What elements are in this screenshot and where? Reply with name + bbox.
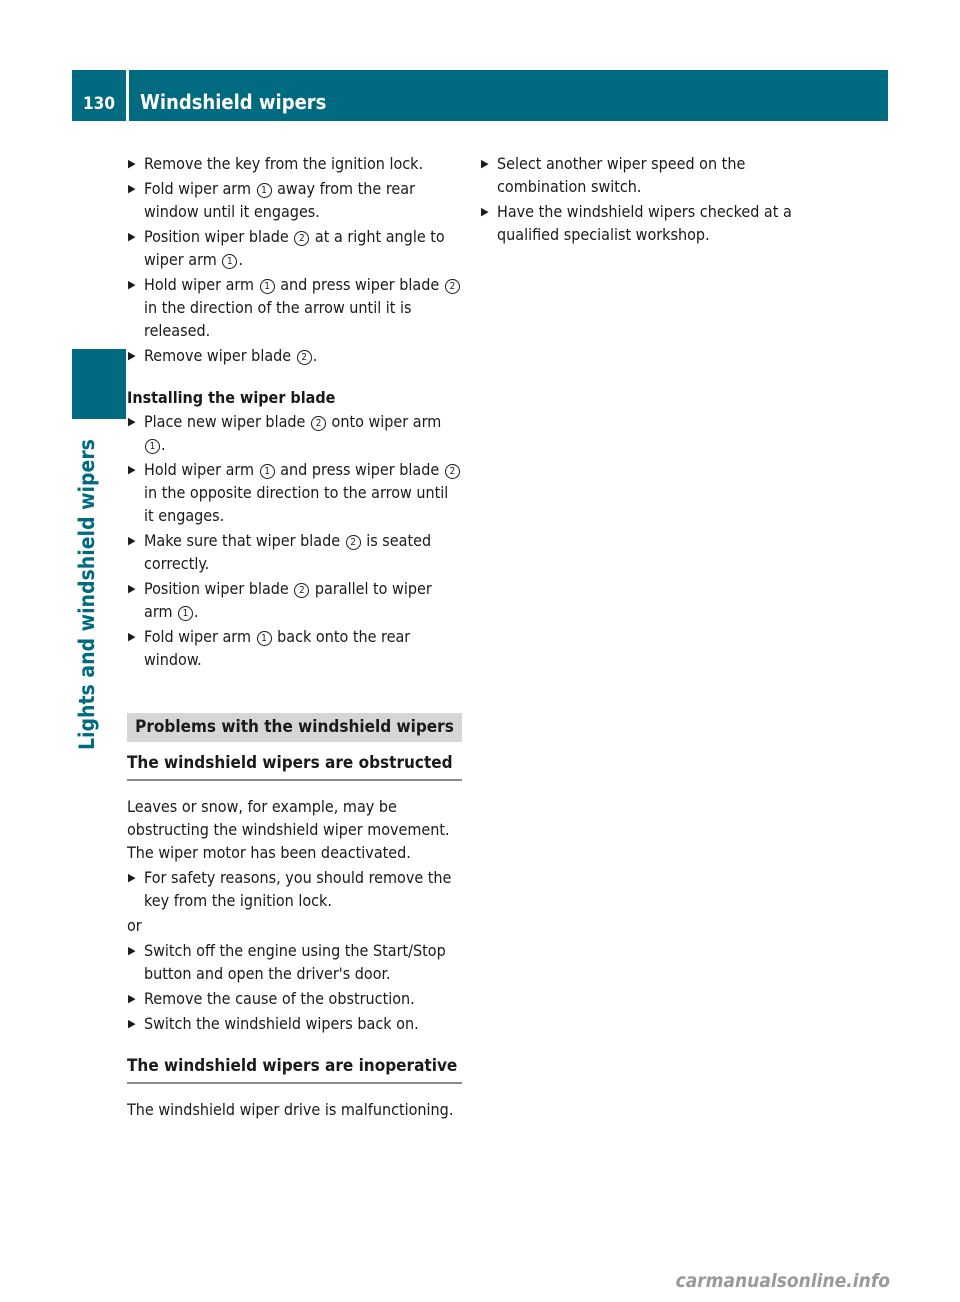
arrow-right-icon: ▶ bbox=[128, 534, 136, 547]
callout-number-icon: 1 bbox=[257, 183, 272, 198]
callout-number-icon: 2 bbox=[445, 279, 460, 294]
obstructed-text: Leaves or snow, for example, may be obstructing the windshield wiper movement. The wiper motor has been deactivated. bbox=[127, 797, 450, 862]
arrow-right-icon: ▶ bbox=[128, 278, 136, 291]
right-column bbox=[480, 152, 810, 248]
arrow-right-icon: ▶ bbox=[128, 871, 136, 884]
list-item: ▶ Remove wiper blade 2 . bbox=[128, 346, 318, 365]
arrow-right-icon: ▶ bbox=[128, 463, 136, 476]
list-item: ▶ Hold wiper arm 1 and press wiper blade 2 in the opposite direction to the arrow until it engages. bbox=[127, 458, 462, 527]
arrow-right-icon: ▶ bbox=[481, 157, 489, 170]
list-item: ▶ Hold wiper arm 1 and press wiper blade 2 in the direction of the arrow until it is released. bbox=[127, 273, 462, 342]
obstructed-title: The windshield wipers are obstructed bbox=[127, 752, 462, 781]
sidebar-tab bbox=[72, 349, 126, 419]
callout-number-icon: 1 bbox=[222, 254, 237, 269]
installing-heading: Installing the wiper blade bbox=[127, 388, 336, 407]
list-item: ▶ Switch off the engine using the Start/Stop button and open the driver's door. bbox=[128, 941, 446, 983]
watermark: carmanualsonline.info bbox=[675, 1270, 890, 1292]
arrow-right-icon: ▶ bbox=[128, 349, 136, 362]
list-item: ▶ Have the windshield wipers checked at a qualified specialist workshop. bbox=[481, 202, 792, 244]
arrow-right-icon: ▶ bbox=[128, 582, 136, 595]
callout-number-icon: 2 bbox=[297, 350, 312, 365]
callout-number-icon: 2 bbox=[294, 583, 309, 598]
list-item: ▶ Position wiper blade 2 parallel to wiper arm 1 . bbox=[128, 579, 432, 621]
arrow-right-icon: ▶ bbox=[481, 205, 489, 218]
arrow-right-icon: ▶ bbox=[128, 230, 136, 243]
list-item: ▶ Place new wiper blade 2 onto wiper arm 1 . bbox=[128, 412, 442, 454]
callout-number-icon: 2 bbox=[311, 416, 326, 431]
callout-number-icon: 1 bbox=[178, 606, 193, 621]
inoperative-title: The windshield wipers are inoperative bbox=[127, 1055, 462, 1084]
list-item: ▶ For safety reasons, you should remove the key from the ignition lock. bbox=[128, 868, 452, 910]
callout-number-icon: 2 bbox=[445, 464, 460, 479]
removal-steps bbox=[127, 152, 462, 367]
arrow-right-icon: ▶ bbox=[128, 415, 136, 428]
inoperative-text: The windshield wiper drive is malfunctioning. bbox=[127, 1100, 454, 1119]
installing-steps bbox=[127, 410, 462, 671]
arrow-right-icon: ▶ bbox=[128, 944, 136, 957]
arrow-right-icon: ▶ bbox=[128, 182, 136, 195]
arrow-right-icon: ▶ bbox=[128, 992, 136, 1005]
callout-number-icon: 2 bbox=[294, 231, 309, 246]
left-column bbox=[127, 152, 462, 1123]
callout-number-icon: 1 bbox=[260, 279, 275, 294]
callout-number-icon: 2 bbox=[346, 535, 361, 550]
or-text: or bbox=[127, 916, 142, 935]
list-item: ▶ Fold wiper arm 1 away from the rear window until it engages. bbox=[128, 179, 415, 221]
list-item: ▶ Switch the windshield wipers back on. bbox=[128, 1014, 419, 1033]
problems-banner: Problems with the windshield wipers bbox=[127, 713, 462, 742]
callout-number-icon: 1 bbox=[145, 439, 160, 454]
arrow-right-icon: ▶ bbox=[128, 1017, 136, 1030]
page-number: 130 bbox=[72, 70, 126, 121]
list-item: ▶ Fold wiper arm 1 back onto the rear window. bbox=[128, 627, 411, 669]
chapter-title-label: Lights and windshield wipers bbox=[75, 439, 99, 750]
list-item: ▶ Remove the key from the ignition lock. bbox=[128, 154, 424, 173]
page-title: Windshield wipers bbox=[129, 70, 888, 121]
arrow-right-icon: ▶ bbox=[128, 630, 136, 643]
callout-number-icon: 1 bbox=[257, 631, 272, 646]
callout-number-icon: 1 bbox=[260, 464, 275, 479]
list-item: ▶ Position wiper blade 2 at a right angle to wiper arm 1 . bbox=[128, 227, 445, 269]
list-item: ▶ Select another wiper speed on the combination switch. bbox=[481, 154, 746, 196]
list-item: ▶ Make sure that wiper blade 2 is seated correctly. bbox=[128, 531, 432, 573]
list-item: ▶ Remove the cause of the obstruction. bbox=[128, 989, 415, 1008]
arrow-right-icon: ▶ bbox=[128, 157, 136, 170]
